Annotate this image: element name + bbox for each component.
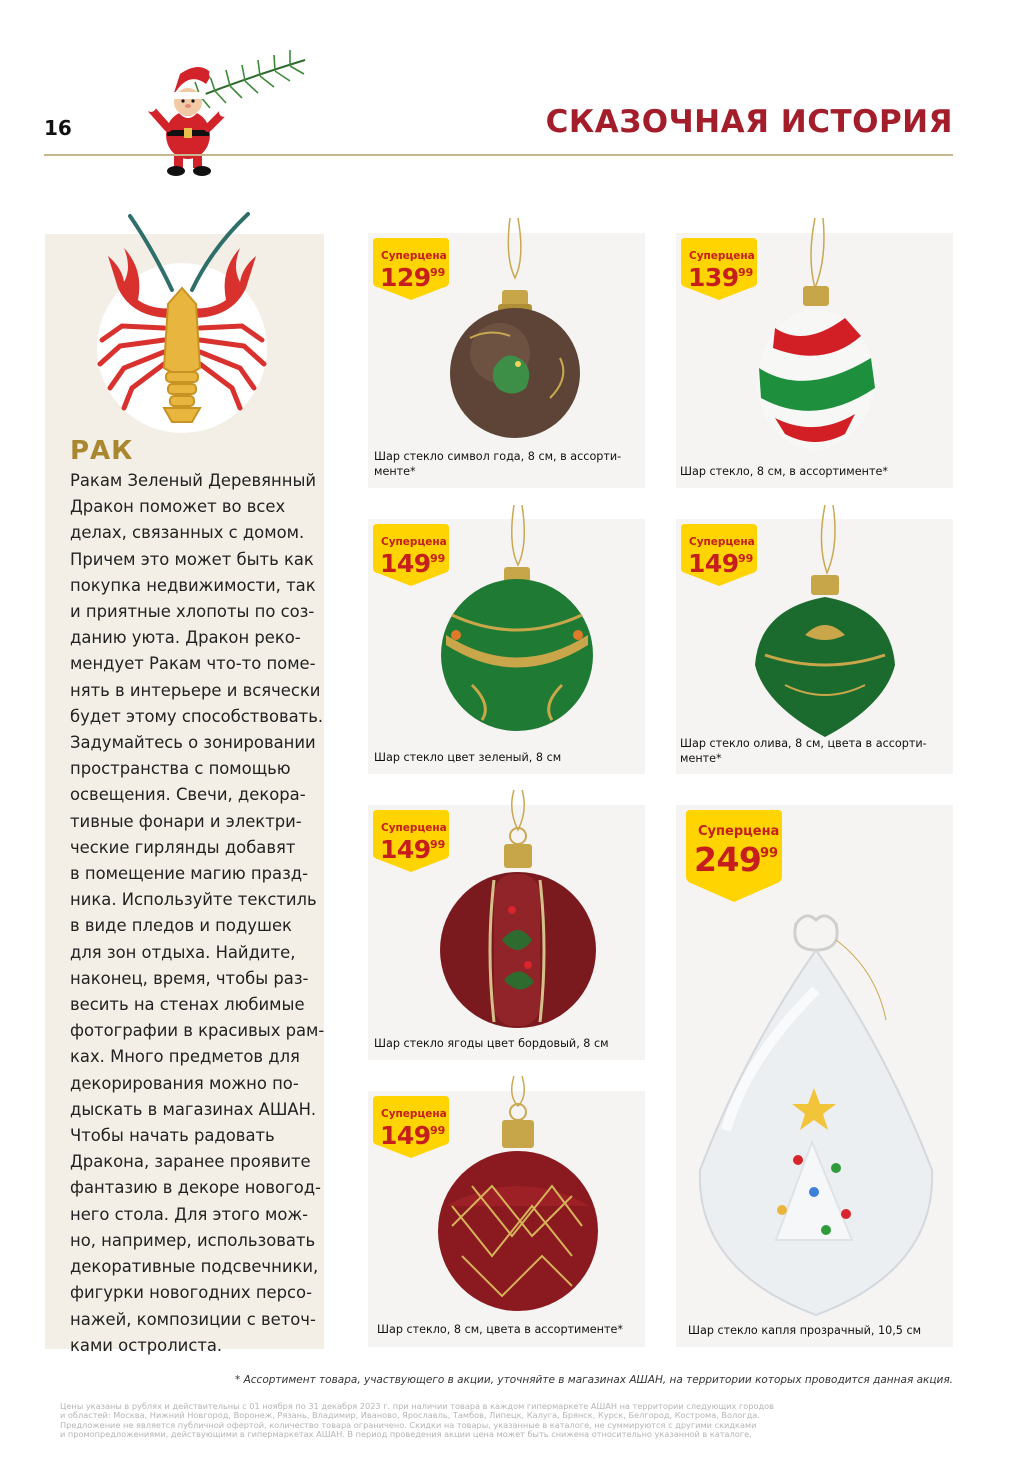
product-caption: [374, 751, 561, 766]
price-main: 249: [694, 840, 762, 879]
price-cents: 99: [430, 838, 446, 851]
page-title: СКАЗОЧНАЯ ИСТОРИЯ: [545, 104, 953, 140]
disclaimer-line: и промопредложениями, действующими в гипермаркетах АШАН. В период проведения акции цена может быть снижена относительно указанной в каталоге.: [60, 1430, 752, 1440]
product-caption-line: Шар стекло ягоды цвет бордовый, 8 см: [374, 1037, 609, 1050]
zodiac-text-line: в виде пледов и подушек: [70, 916, 292, 936]
zodiac-text-line: декоративные подсвечники,: [70, 1257, 319, 1277]
zodiac-text-line: ками остролиста.: [70, 1335, 223, 1355]
price-main: 149: [380, 835, 431, 864]
price-badge-label: Суперцена: [381, 1108, 447, 1120]
price-badge-label: Суперцена: [689, 536, 755, 548]
green-ornament-icon: [432, 505, 602, 745]
product-caption-line: Шар стекло олива, 8 см, цвета в ассорти-: [680, 737, 927, 750]
price-badge-label: Суперцена: [698, 824, 780, 839]
zodiac-text-line: освещения. Свечи, декора-: [70, 785, 306, 805]
zodiac-text-line: нять в интерьере и всячески: [70, 680, 321, 700]
red-lattice-ornament-icon: [432, 1076, 602, 1316]
brown-dragon-ornament-icon: [430, 218, 600, 458]
zodiac-text-line: для зон отдыха. Найдите,: [70, 942, 296, 962]
disclaimer-line: Предложение не является публичной офертой, количество товара ограничено. Скидки на товары, указанные в каталоге, не суммируются с другими скидками: [60, 1420, 757, 1430]
crayfish-icon: [52, 208, 312, 438]
zodiac-text-line: делах, связанных с домом.: [70, 523, 305, 543]
product-caption-line: Шар стекло, 8 см, в ассортименте*: [680, 465, 888, 478]
price-main: 129: [380, 263, 431, 292]
disclaimer-line: и областей: Москва, Нижний Новгород, Воронеж, Рязань, Владимир, Иваново, Ярославль, Тамбов, Липецк, Калуга, Брянск, Курск, Белгород, Кострома, Вологда.: [60, 1411, 760, 1421]
price-main: 139: [688, 263, 739, 292]
zodiac-text-line: Причем это может быть как: [70, 549, 314, 569]
zodiac-text-line: дыскать в магазинах АШАН.: [70, 1099, 317, 1119]
product-caption: [374, 450, 621, 479]
zodiac-text-line: фигурки новогодних персо-: [70, 1283, 312, 1303]
zodiac-title: РАК: [70, 436, 134, 466]
olive-ornament-icon: [745, 505, 895, 745]
zodiac-text-line: покупка недвижимости, так: [70, 575, 316, 595]
price-badge-label: Суперцена: [381, 536, 447, 548]
price-badge-label: Суперцена: [381, 822, 447, 834]
product-caption-line: менте*: [374, 464, 416, 478]
product-caption-line: Шар стекло символ года, 8 см, в ассорти-: [374, 450, 622, 463]
product-caption: [680, 737, 927, 766]
product-caption-line: Шар стекло капля прозрачный, 10,5 см: [688, 1324, 922, 1337]
price-cents: 99: [430, 552, 446, 565]
zodiac-text-line: ках. Много предметов для: [70, 1047, 300, 1067]
price-cents: 99: [430, 266, 446, 279]
product-caption: [680, 465, 888, 480]
zodiac-text-line: весить на стенах любимые: [70, 995, 305, 1015]
zodiac-text-line: в помещение магию празд-: [70, 864, 309, 884]
product-caption-line: Шар стекло цвет зеленый, 8 см: [374, 751, 562, 764]
product-caption-line: менте*: [680, 751, 722, 765]
legal-disclaimer: [60, 1402, 955, 1440]
price-cents: 99: [738, 266, 754, 279]
santa-icon: [140, 40, 310, 180]
zodiac-text-line: но, например, использовать: [70, 1230, 316, 1250]
price-cents: 99: [430, 1124, 446, 1137]
zodiac-text-line: нажей, композиции с веточ-: [70, 1309, 316, 1329]
zodiac-text-line: наконец, время, чтобы раз-: [70, 968, 309, 988]
burgundy-berry-ornament-icon: [432, 790, 602, 1030]
price-cents: 99: [738, 552, 754, 565]
zodiac-text-line: Дракон поможет во всех: [70, 497, 286, 517]
page-number: 16: [44, 116, 72, 140]
price-main: 149: [380, 549, 431, 578]
header-divider: [44, 154, 953, 156]
price-main: 149: [688, 549, 739, 578]
striped-ornament-icon: [745, 218, 895, 458]
product-caption: [688, 1324, 921, 1339]
clear-drop-ornament-icon: [686, 910, 946, 1330]
zodiac-text-line: и приятные хлопоты по соз-: [70, 602, 315, 622]
price-badge-label: Суперцена: [689, 250, 755, 262]
zodiac-text-line: фантазию в декоре новогод-: [70, 1178, 321, 1198]
product-caption-line: Шар стекло, 8 см, цвета в ассортименте*: [377, 1323, 623, 1336]
zodiac-text-line: будет этому способствовать.: [70, 706, 324, 726]
zodiac-text-line: него стола. Для этого мож-: [70, 1204, 309, 1224]
zodiac-text-line: Задумайтесь о зонировании: [70, 733, 316, 753]
zodiac-text-line: ника. Используйте текстиль: [70, 890, 317, 910]
zodiac-text-line: ческие гирлянды добавят: [70, 837, 296, 857]
product-caption: [377, 1323, 623, 1338]
zodiac-text-line: Дракона, заранее проявите: [70, 1152, 311, 1172]
price-main: 149: [380, 1121, 431, 1150]
zodiac-text-line: Ракам Зеленый Деревянный: [70, 471, 317, 490]
price-badge-label: Суперцена: [381, 250, 447, 262]
price-cents: 99: [760, 846, 779, 861]
zodiac-text-line: Чтобы начать радовать: [70, 1126, 275, 1146]
zodiac-text-line: тивные фонари и электри-: [70, 811, 302, 831]
zodiac-text: [70, 468, 325, 1359]
product-caption: [374, 1037, 609, 1052]
zodiac-text-line: мендует Ракам что-то поме-: [70, 654, 316, 674]
disclaimer-line: Цены указаны в рублях и действительны с 01 ноября по 31 декабря 2023 г. при наличии товара в каждом гипермаркете АШАН на территории следующих городов: [60, 1402, 774, 1411]
zodiac-text-line: данию уюта. Дракон реко-: [70, 628, 301, 648]
zodiac-text-line: декорирования можно по-: [70, 1073, 299, 1093]
zodiac-text-line: фотографии в красивых рам-: [70, 1021, 325, 1041]
zodiac-text-line: пространства с помощью: [70, 759, 291, 779]
footnote: * Ассортимент товара, участвующего в акции, уточняйте в магазинах АШАН, на территории которых проводится данная акция.: [235, 1374, 953, 1386]
